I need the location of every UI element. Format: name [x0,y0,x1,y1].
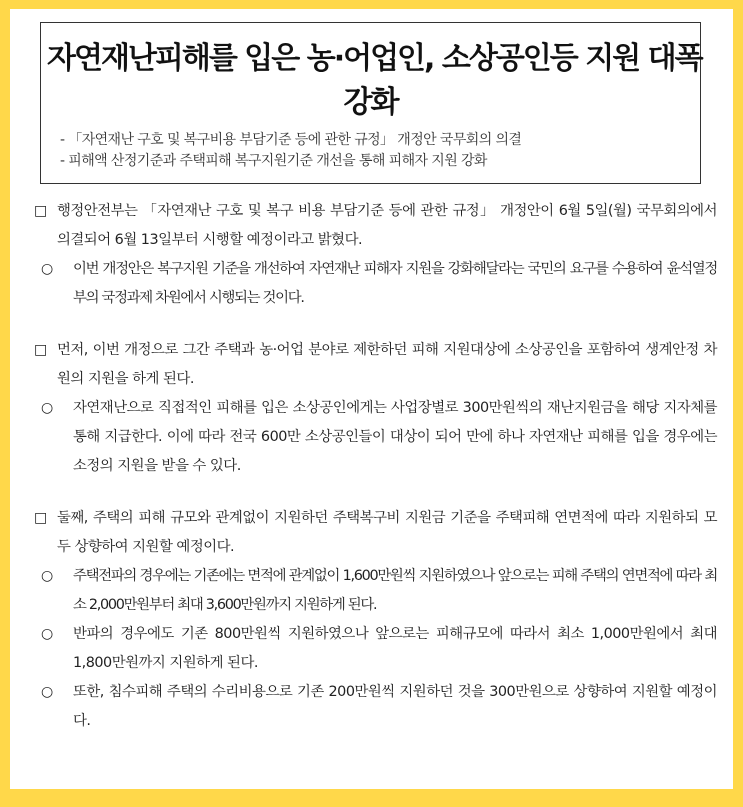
subtitle-item: - 「자연재난 구호 및 복구비용 부담기준 등에 관한 규정」 개정안 국무회의 의결 [60,132,522,148]
title-line-2: 강화 [343,85,398,120]
circle-bullet: ○ [41,684,53,700]
section-gap [10,481,733,504]
title-box [40,22,701,184]
circle-bullet: ○ [41,261,52,277]
square-paragraph [10,504,733,562]
circle-paragraph [10,620,733,678]
circle-bullet: ○ [41,626,53,642]
subtitle-item: - 피해액 산정기준과 주택피해 복구지원기준 개선을 통해 피해자 지원 강화 [60,153,487,169]
circle-paragraph [10,562,733,620]
circle-bullet: ○ [41,400,53,416]
paragraph-text: 먼저, 이번 개정으로 그간 주택과 농·어업 분야로 제한하던 피해 지원대상에 소상공인을 포함하여 생계안정 차원의 지원을 하게 된다. [57,342,717,387]
document-body [10,197,733,736]
square-bullet: □ [34,342,47,358]
paragraph-text: 행정안전부는 「자연재난 구호 및 복구 비용 부담기준 등에 관한 규정」 개정안이 6월 5일(월) 국무회의에서 의결되어 6월 13일부터 시행할 예정이라고 밝혔다. [57,203,717,248]
paragraph-text: 이번 개정안은 복구지원 기준을 개선하여 자연재난 피해자 지원을 강화해달라는 국민의 요구를 수용하여 윤석열정부의 국정과제 차원에서 시행되는 것이다. [73,261,717,306]
square-paragraph [10,336,733,394]
paragraph-text: 자연재난으로 직접적인 피해를 입은 소상공인에게는 사업장별로 300만원씩의 재난지원금을 해당 지자체를 통해 지급한다. 이에 따라 전국 600만 소상공인들이 대상이 되어 만에 하나 자연재난 피해를 입을 경우에는 소정의 지원을 받을 수 있다. [73,400,717,474]
circle-bullet: ○ [41,568,52,584]
square-paragraph [10,197,733,255]
circle-paragraph [10,678,733,736]
paragraph-text: 반파의 경우에도 기존 800만원씩 지원하였으나 앞으로는 피해규모에 따라서 최소 1,000만원에서 최대 1,800만원까지 지원하게 된다. [73,626,717,671]
circle-paragraph [10,255,733,313]
document-page [10,9,733,789]
section-gap [10,313,733,336]
subtitle-list [60,130,521,172]
page-title [41,37,700,125]
paragraph-text: 또한, 침수피해 주택의 수리비용으로 기존 200만원씩 지원하던 것을 300만원으로 상향하여 지원할 예정이다. [73,684,717,729]
square-bullet: □ [34,203,47,219]
paragraph-text: 주택전파의 경우에는 기존에는 면적에 관계없이 1,600만원씩 지원하였으나 앞으로는 피해 주택의 연면적에 따라 최소 2,000만원부터 최대 3,600만원까지 지원하게 된다. [73,568,717,613]
square-bullet: □ [34,510,47,526]
title-line-1: 자연재난피해를 입은 농·어업인, 소상공인등 지원 대폭 [47,41,702,76]
circle-paragraph [10,394,733,481]
paragraph-text: 둘째, 주택의 피해 규모와 관계없이 지원하던 주택복구비 지원금 기준을 주택피해 연면적에 따라 지원하되 모두 상향하여 지원할 예정이다. [57,510,717,555]
